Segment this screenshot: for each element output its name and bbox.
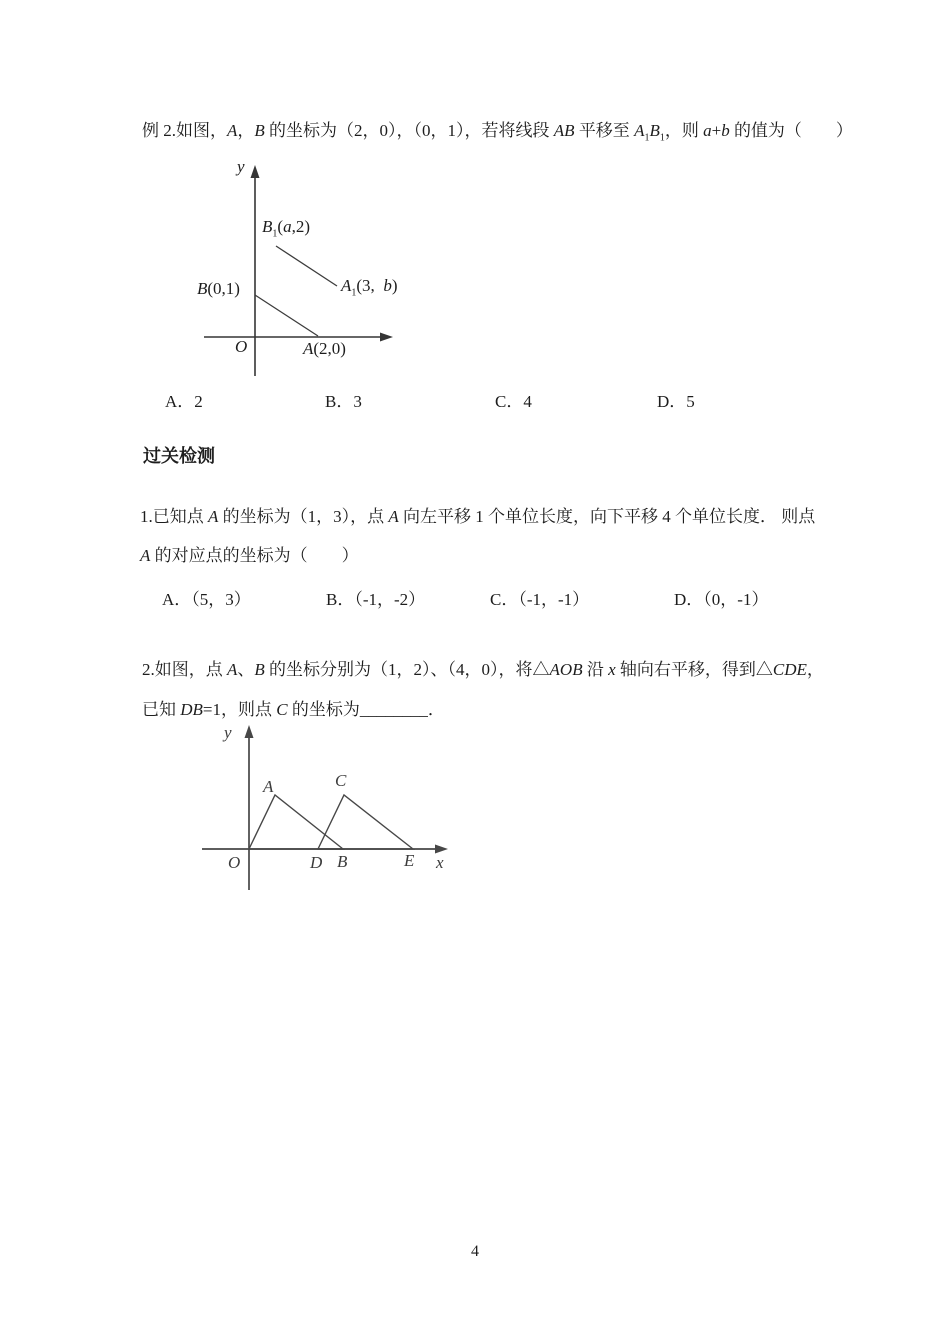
figure2-y-axis-label: y xyxy=(224,723,232,742)
example2-option-c: C．4 xyxy=(495,392,532,411)
q1-line1: 1.已知点 A 的坐标为（1，3），点 A 向左平移 1 个单位长度，向下平移 4 个单位长度． 则点 xyxy=(140,507,816,526)
figure-translation-triangles xyxy=(198,720,463,900)
figure2-canvas xyxy=(198,720,463,900)
figure-translation-segment xyxy=(193,158,438,384)
q1-option-a: A．（5，3） xyxy=(162,590,251,609)
figure1-y-axis-label: y xyxy=(237,157,245,176)
section-heading: 过关检测 xyxy=(143,446,215,466)
figure2-point-e-label: E xyxy=(404,851,415,870)
figure1-point-b1-label: $B_1(a,2)$ xyxy=(262,217,310,240)
q2-line2: 已知 DB=1，则点 C 的坐标为________． xyxy=(142,700,445,719)
segment-ba xyxy=(255,295,318,336)
figure2-x-axis-label: x xyxy=(436,853,444,872)
x-axis-arrow-icon xyxy=(380,333,393,342)
q1-option-d: D．（0，-1） xyxy=(674,590,769,609)
page-number: 4 xyxy=(471,1243,479,1260)
example2-question: 例 2.如图，A，B 的坐标为（2，0），（0，1），若将线段 AB 平移至 $A_1B_1$，则 a+b 的值为（ ） xyxy=(142,121,853,144)
figure2-point-c-label: C xyxy=(335,771,347,790)
example2-option-a: A．2 xyxy=(165,392,203,411)
triangle-aob xyxy=(249,795,343,849)
figure1-point-b-label: B(0,1) xyxy=(197,279,240,298)
q2-line1: 2.如图，点 A、B 的坐标分别为（1，2）、（4，0），将△AOB 沿 x 轴向右平移，得到△CDE， xyxy=(142,660,824,679)
figure1-origin-label: O xyxy=(235,337,248,356)
figure2-origin-label: O xyxy=(228,853,241,872)
y-axis-arrow-icon xyxy=(245,725,254,738)
figure1-point-a1-label: $A_1(3$, b) xyxy=(341,276,398,299)
q1-option-b: B．（-1，-2） xyxy=(326,590,426,609)
q1-line2: A 的对应点的坐标为（ ） xyxy=(140,546,359,565)
figure2-point-a-label: A xyxy=(263,777,274,796)
example2-option-b: B．3 xyxy=(325,392,362,411)
example2-option-d: D．5 xyxy=(657,392,695,411)
figure2-point-d-label: D xyxy=(310,853,323,872)
figure2-point-b-label: B xyxy=(337,852,348,871)
figure1-point-a-label: A(2,0) xyxy=(303,339,346,358)
y-axis-arrow-icon xyxy=(251,165,260,178)
q1-option-c: C．（-1，-1） xyxy=(490,590,590,609)
segment-b1a1 xyxy=(276,246,337,286)
